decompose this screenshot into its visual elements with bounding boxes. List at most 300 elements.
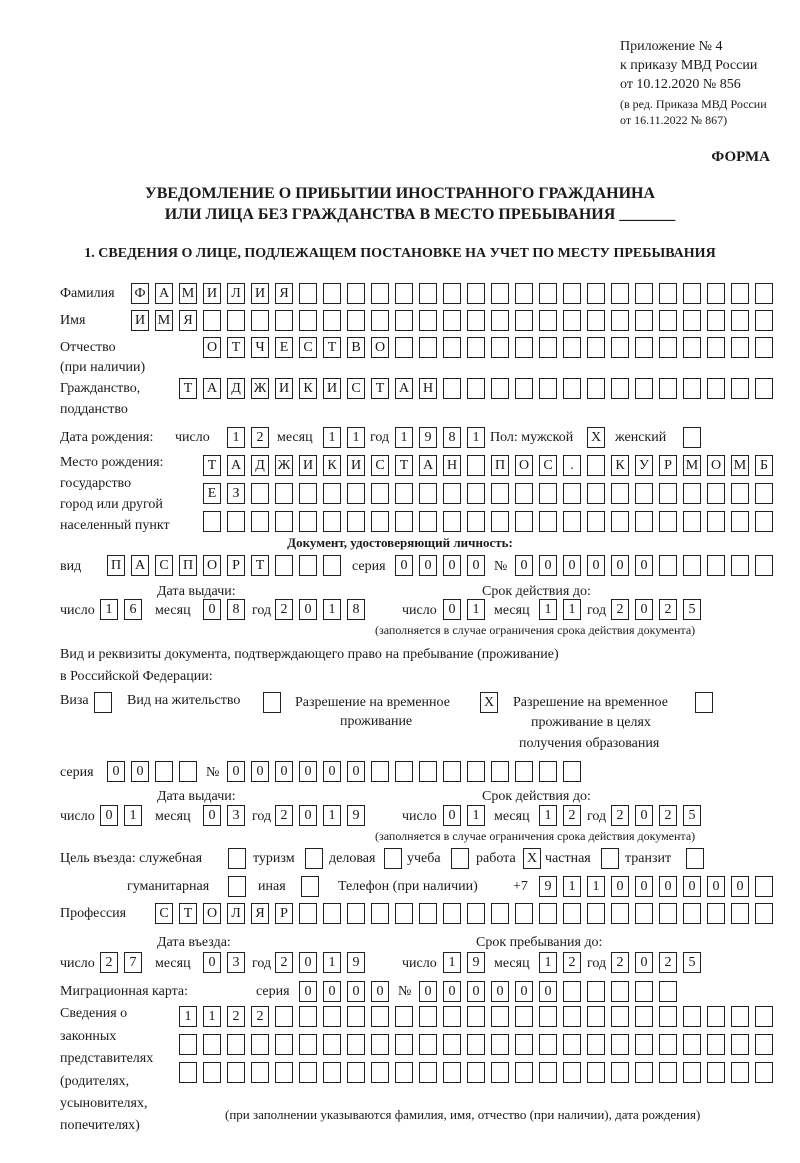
patronymic-cell[interactable]: В [347, 337, 365, 358]
id-series-cell[interactable]: 0 [419, 555, 437, 576]
mc-series-cell[interactable]: 0 [347, 981, 365, 1002]
reps-1-cell[interactable]: 2 [251, 1006, 269, 1027]
reps-3-cell[interactable] [683, 1062, 701, 1083]
birthplace-3-cell[interactable] [611, 511, 629, 532]
birthplace-2-cell[interactable] [587, 483, 605, 504]
profession-cell[interactable] [491, 903, 509, 924]
reps-1-cell[interactable] [371, 1006, 389, 1027]
citizenship-cell[interactable] [707, 378, 725, 399]
p-study-checkbox[interactable] [451, 848, 469, 869]
patronymic-cell[interactable]: Е [275, 337, 293, 358]
birth-month-cell[interactable]: 1 [347, 427, 365, 448]
patronymic-cell[interactable] [635, 337, 653, 358]
reps-1-cell[interactable] [515, 1006, 533, 1027]
mc-number-cell[interactable]: 0 [467, 981, 485, 1002]
p-service-checkbox[interactable] [228, 848, 246, 869]
p-transit-checkbox[interactable] [686, 848, 704, 869]
id-kind-cell[interactable]: А [131, 555, 149, 576]
name-cell[interactable] [227, 310, 245, 331]
right-number-cell[interactable]: 0 [227, 761, 245, 782]
surname-cell[interactable] [659, 283, 677, 304]
birthplace-1-cell[interactable] [587, 455, 605, 476]
stay-year-cell[interactable]: 2 [659, 952, 677, 973]
citizenship-cell[interactable]: Т [179, 378, 197, 399]
reps-3-cell[interactable] [707, 1062, 725, 1083]
id-number-cell[interactable]: 0 [587, 555, 605, 576]
name-cell[interactable] [371, 310, 389, 331]
profession-cell[interactable] [371, 903, 389, 924]
profession-cell[interactable] [299, 903, 317, 924]
stay-year-cell[interactable]: 5 [683, 952, 701, 973]
right-number-cell[interactable] [515, 761, 533, 782]
birthplace-1-cell[interactable]: О [515, 455, 533, 476]
birthplace-1-cell[interactable]: П [491, 455, 509, 476]
birth-day-cell[interactable]: 2 [251, 427, 269, 448]
id-series-cell[interactable]: 0 [395, 555, 413, 576]
reps-3-cell[interactable] [755, 1062, 773, 1083]
mc-series-cell[interactable]: 0 [299, 981, 317, 1002]
right-number-cell[interactable]: 0 [299, 761, 317, 782]
surname-cell[interactable] [683, 283, 701, 304]
birth-month-cell[interactable]: 1 [323, 427, 341, 448]
patronymic-cell[interactable] [707, 337, 725, 358]
reps-3-cell[interactable] [347, 1062, 365, 1083]
reps-2-cell[interactable] [443, 1034, 461, 1055]
right-issue-year-cell[interactable]: 0 [299, 805, 317, 826]
reps-2-cell[interactable] [563, 1034, 581, 1055]
patronymic-cell[interactable]: О [203, 337, 221, 358]
birth-year-cell[interactable]: 9 [419, 427, 437, 448]
citizenship-cell[interactable]: Т [371, 378, 389, 399]
birthplace-3-cell[interactable] [203, 511, 221, 532]
reps-3-cell[interactable] [251, 1062, 269, 1083]
birthplace-1-cell[interactable]: И [347, 455, 365, 476]
id-valid-year-cell[interactable]: 2 [659, 599, 677, 620]
surname-cell[interactable] [323, 283, 341, 304]
right-series-cell[interactable]: 0 [107, 761, 125, 782]
reps-2-cell[interactable] [251, 1034, 269, 1055]
p-private-checkbox[interactable] [601, 848, 619, 869]
reps-3-cell[interactable] [563, 1062, 581, 1083]
birthplace-2-cell[interactable] [299, 483, 317, 504]
id-valid-day-cell[interactable]: 1 [467, 599, 485, 620]
reps-3-cell[interactable] [179, 1062, 197, 1083]
surname-cell[interactable]: Ф [131, 283, 149, 304]
id-kind-cell[interactable] [299, 555, 317, 576]
patronymic-cell[interactable] [443, 337, 461, 358]
birthplace-1-cell[interactable]: И [299, 455, 317, 476]
birth-day-cell[interactable]: 1 [227, 427, 245, 448]
birthplace-1-cell[interactable]: М [683, 455, 701, 476]
reps-2-cell[interactable] [371, 1034, 389, 1055]
name-cell[interactable] [203, 310, 221, 331]
phone-cell[interactable]: 1 [563, 876, 581, 897]
birthplace-1-cell[interactable]: А [227, 455, 245, 476]
right-series-cell[interactable] [155, 761, 173, 782]
reps-2-cell[interactable] [755, 1034, 773, 1055]
patronymic-cell[interactable] [659, 337, 677, 358]
profession-cell[interactable]: Р [275, 903, 293, 924]
patronymic-cell[interactable] [587, 337, 605, 358]
reps-1-cell[interactable]: 1 [203, 1006, 221, 1027]
reps-2-cell[interactable] [611, 1034, 629, 1055]
surname-cell[interactable] [611, 283, 629, 304]
reps-1-cell[interactable]: 1 [179, 1006, 197, 1027]
birthplace-2-cell[interactable]: З [227, 483, 245, 504]
birthplace-1-cell[interactable]: К [323, 455, 341, 476]
right-valid-day-cell[interactable]: 0 [443, 805, 461, 826]
id-kind-cell[interactable]: П [179, 555, 197, 576]
id-kind-cell[interactable]: П [107, 555, 125, 576]
profession-cell[interactable] [419, 903, 437, 924]
patronymic-cell[interactable]: Ч [251, 337, 269, 358]
reps-1-cell[interactable] [563, 1006, 581, 1027]
right-number-cell[interactable] [539, 761, 557, 782]
reps-1-cell[interactable] [275, 1006, 293, 1027]
reps-1-cell[interactable] [635, 1006, 653, 1027]
reps-2-cell[interactable] [683, 1034, 701, 1055]
entry-day-cell[interactable]: 7 [124, 952, 142, 973]
reps-1-cell[interactable] [443, 1006, 461, 1027]
reps-2-cell[interactable] [419, 1034, 437, 1055]
birthplace-2-cell[interactable]: Е [203, 483, 221, 504]
reps-3-cell[interactable] [395, 1062, 413, 1083]
phone-cell[interactable]: 0 [611, 876, 629, 897]
right-issue-month-cell[interactable]: 0 [203, 805, 221, 826]
mc-number-cell[interactable] [635, 981, 653, 1002]
visa-checkbox[interactable] [94, 692, 112, 713]
reps-1-cell[interactable] [347, 1006, 365, 1027]
citizenship-cell[interactable]: И [323, 378, 341, 399]
birthplace-1-cell[interactable]: А [419, 455, 437, 476]
surname-cell[interactable] [515, 283, 533, 304]
p-humanitarian-checkbox[interactable] [228, 876, 246, 897]
right-number-cell[interactable] [491, 761, 509, 782]
birthplace-3-cell[interactable] [755, 511, 773, 532]
id-series-cell[interactable]: 0 [467, 555, 485, 576]
mc-number-cell[interactable]: 0 [515, 981, 533, 1002]
patronymic-cell[interactable] [539, 337, 557, 358]
reps-2-cell[interactable] [635, 1034, 653, 1055]
birthplace-3-cell[interactable] [419, 511, 437, 532]
birthplace-2-cell[interactable] [707, 483, 725, 504]
birthplace-2-cell[interactable] [659, 483, 677, 504]
birthplace-2-cell[interactable] [371, 483, 389, 504]
patronymic-cell[interactable] [467, 337, 485, 358]
reps-3-cell[interactable] [275, 1062, 293, 1083]
citizenship-cell[interactable] [515, 378, 533, 399]
right-valid-month-cell[interactable]: 2 [563, 805, 581, 826]
sex-female-checkbox[interactable] [683, 427, 701, 448]
stay-day-cell[interactable]: 1 [443, 952, 461, 973]
birthplace-3-cell[interactable] [371, 511, 389, 532]
profession-cell[interactable]: Я [251, 903, 269, 924]
p-business-checkbox[interactable] [384, 848, 402, 869]
right-valid-year-cell[interactable]: 2 [611, 805, 629, 826]
id-kind-cell[interactable]: Р [227, 555, 245, 576]
reps-1-cell[interactable] [755, 1006, 773, 1027]
profession-cell[interactable] [323, 903, 341, 924]
patronymic-cell[interactable]: О [371, 337, 389, 358]
profession-cell[interactable] [707, 903, 725, 924]
temp-residence-checkbox[interactable]: X [480, 692, 498, 713]
name-cell[interactable] [563, 310, 581, 331]
right-issue-day-cell[interactable]: 0 [100, 805, 118, 826]
reps-3-cell[interactable] [659, 1062, 677, 1083]
reps-3-cell[interactable] [443, 1062, 461, 1083]
birth-year-cell[interactable]: 1 [467, 427, 485, 448]
profession-cell[interactable]: Т [179, 903, 197, 924]
reps-1-cell[interactable] [539, 1006, 557, 1027]
right-number-cell[interactable]: 0 [275, 761, 293, 782]
birthplace-2-cell[interactable] [755, 483, 773, 504]
name-cell[interactable]: Я [179, 310, 197, 331]
surname-cell[interactable] [347, 283, 365, 304]
phone-cell[interactable]: 1 [587, 876, 605, 897]
reps-1-cell[interactable] [731, 1006, 749, 1027]
birthplace-3-cell[interactable] [659, 511, 677, 532]
surname-cell[interactable] [443, 283, 461, 304]
citizenship-cell[interactable]: А [395, 378, 413, 399]
phone-cell[interactable]: 0 [707, 876, 725, 897]
citizenship-cell[interactable] [611, 378, 629, 399]
reps-3-cell[interactable] [491, 1062, 509, 1083]
citizenship-cell[interactable] [491, 378, 509, 399]
id-kind-cell[interactable] [275, 555, 293, 576]
citizenship-cell[interactable] [755, 378, 773, 399]
citizenship-cell[interactable]: Н [419, 378, 437, 399]
reps-3-cell[interactable] [419, 1062, 437, 1083]
reps-3-cell[interactable] [467, 1062, 485, 1083]
citizenship-cell[interactable]: Ж [251, 378, 269, 399]
birthplace-2-cell[interactable] [419, 483, 437, 504]
reps-3-cell[interactable] [323, 1062, 341, 1083]
birthplace-3-cell[interactable] [731, 511, 749, 532]
surname-cell[interactable] [563, 283, 581, 304]
reps-2-cell[interactable] [467, 1034, 485, 1055]
citizenship-cell[interactable] [587, 378, 605, 399]
birthplace-1-cell[interactable]: Т [395, 455, 413, 476]
profession-cell[interactable] [563, 903, 581, 924]
mc-number-cell[interactable] [587, 981, 605, 1002]
reps-2-cell[interactable] [395, 1034, 413, 1055]
name-cell[interactable] [299, 310, 317, 331]
id-issue-year-cell[interactable]: 2 [275, 599, 293, 620]
reps-1-cell[interactable] [323, 1006, 341, 1027]
patronymic-cell[interactable] [419, 337, 437, 358]
right-issue-month-cell[interactable]: 3 [227, 805, 245, 826]
birthplace-2-cell[interactable] [635, 483, 653, 504]
phone-cell[interactable]: 0 [659, 876, 677, 897]
patronymic-cell[interactable] [755, 337, 773, 358]
name-cell[interactable] [323, 310, 341, 331]
birthplace-1-cell[interactable]: Т [203, 455, 221, 476]
birthplace-1-cell[interactable] [467, 455, 485, 476]
reps-2-cell[interactable] [299, 1034, 317, 1055]
birthplace-3-cell[interactable] [443, 511, 461, 532]
right-valid-month-cell[interactable]: 1 [539, 805, 557, 826]
reps-2-cell[interactable] [227, 1034, 245, 1055]
citizenship-cell[interactable]: Д [227, 378, 245, 399]
id-issue-year-cell[interactable]: 8 [347, 599, 365, 620]
patronymic-cell[interactable] [563, 337, 581, 358]
reps-3-cell[interactable] [611, 1062, 629, 1083]
profession-cell[interactable] [755, 903, 773, 924]
id-valid-month-cell[interactable]: 1 [563, 599, 581, 620]
reps-1-cell[interactable] [683, 1006, 701, 1027]
entry-year-cell[interactable]: 1 [323, 952, 341, 973]
citizenship-cell[interactable] [683, 378, 701, 399]
birthplace-3-cell[interactable] [299, 511, 317, 532]
stay-month-cell[interactable]: 1 [539, 952, 557, 973]
mc-number-cell[interactable] [563, 981, 581, 1002]
citizenship-cell[interactable] [539, 378, 557, 399]
birthplace-2-cell[interactable] [539, 483, 557, 504]
name-cell[interactable] [419, 310, 437, 331]
birthplace-1-cell[interactable]: Ж [275, 455, 293, 476]
citizenship-cell[interactable] [659, 378, 677, 399]
reps-3-cell[interactable] [227, 1062, 245, 1083]
citizenship-cell[interactable] [563, 378, 581, 399]
profession-cell[interactable] [611, 903, 629, 924]
citizenship-cell[interactable]: А [203, 378, 221, 399]
right-issue-year-cell[interactable]: 9 [347, 805, 365, 826]
stay-year-cell[interactable]: 2 [611, 952, 629, 973]
birthplace-3-cell[interactable] [227, 511, 245, 532]
name-cell[interactable] [731, 310, 749, 331]
name-cell[interactable] [587, 310, 605, 331]
birthplace-2-cell[interactable] [563, 483, 581, 504]
entry-day-cell[interactable]: 2 [100, 952, 118, 973]
birthplace-3-cell[interactable] [515, 511, 533, 532]
reps-1-cell[interactable] [611, 1006, 629, 1027]
name-cell[interactable]: И [131, 310, 149, 331]
id-valid-day-cell[interactable]: 0 [443, 599, 461, 620]
reps-3-cell[interactable] [731, 1062, 749, 1083]
right-number-cell[interactable] [419, 761, 437, 782]
profession-cell[interactable] [515, 903, 533, 924]
reps-3-cell[interactable] [299, 1062, 317, 1083]
birthplace-2-cell[interactable] [515, 483, 533, 504]
birthplace-1-cell[interactable]: Н [443, 455, 461, 476]
reps-2-cell[interactable] [587, 1034, 605, 1055]
surname-cell[interactable] [539, 283, 557, 304]
birth-year-cell[interactable]: 1 [395, 427, 413, 448]
birthplace-2-cell[interactable] [683, 483, 701, 504]
citizenship-cell[interactable] [467, 378, 485, 399]
id-number-cell[interactable] [707, 555, 725, 576]
id-number-cell[interactable] [659, 555, 677, 576]
reps-2-cell[interactable] [179, 1034, 197, 1055]
surname-cell[interactable] [755, 283, 773, 304]
birthplace-1-cell[interactable]: К [611, 455, 629, 476]
id-kind-cell[interactable]: С [155, 555, 173, 576]
id-issue-year-cell[interactable]: 1 [323, 599, 341, 620]
patronymic-cell[interactable] [491, 337, 509, 358]
mc-series-cell[interactable]: 0 [371, 981, 389, 1002]
birthplace-2-cell[interactable] [731, 483, 749, 504]
reps-1-cell[interactable]: 2 [227, 1006, 245, 1027]
reps-1-cell[interactable] [419, 1006, 437, 1027]
birthplace-3-cell[interactable] [395, 511, 413, 532]
name-cell[interactable] [515, 310, 533, 331]
citizenship-cell[interactable]: И [275, 378, 293, 399]
right-number-cell[interactable]: 0 [347, 761, 365, 782]
birthplace-1-cell[interactable]: . [563, 455, 581, 476]
id-number-cell[interactable]: 0 [611, 555, 629, 576]
surname-cell[interactable] [587, 283, 605, 304]
phone-cell[interactable]: 0 [683, 876, 701, 897]
name-cell[interactable]: М [155, 310, 173, 331]
profession-cell[interactable] [659, 903, 677, 924]
name-cell[interactable] [347, 310, 365, 331]
stay-month-cell[interactable]: 2 [563, 952, 581, 973]
surname-cell[interactable] [371, 283, 389, 304]
id-valid-year-cell[interactable]: 5 [683, 599, 701, 620]
birthplace-3-cell[interactable] [707, 511, 725, 532]
id-number-cell[interactable]: 0 [515, 555, 533, 576]
right-number-cell[interactable]: 0 [323, 761, 341, 782]
birthplace-3-cell[interactable] [491, 511, 509, 532]
reps-1-cell[interactable] [587, 1006, 605, 1027]
reps-2-cell[interactable] [515, 1034, 533, 1055]
mc-number-cell[interactable]: 0 [419, 981, 437, 1002]
reps-3-cell[interactable] [371, 1062, 389, 1083]
right-valid-day-cell[interactable]: 1 [467, 805, 485, 826]
name-cell[interactable] [707, 310, 725, 331]
name-cell[interactable] [467, 310, 485, 331]
name-cell[interactable] [251, 310, 269, 331]
sex-male-checkbox[interactable]: X [587, 427, 605, 448]
profession-cell[interactable] [347, 903, 365, 924]
reps-1-cell[interactable] [395, 1006, 413, 1027]
id-issue-month-cell[interactable]: 8 [227, 599, 245, 620]
phone-cell[interactable]: 0 [635, 876, 653, 897]
mc-number-cell[interactable]: 0 [491, 981, 509, 1002]
profession-cell[interactable] [635, 903, 653, 924]
surname-cell[interactable] [731, 283, 749, 304]
right-number-cell[interactable]: 0 [251, 761, 269, 782]
surname-cell[interactable]: Я [275, 283, 293, 304]
right-valid-year-cell[interactable]: 0 [635, 805, 653, 826]
p-other-checkbox[interactable] [301, 876, 319, 897]
id-number-cell[interactable]: 0 [563, 555, 581, 576]
mc-number-cell[interactable] [659, 981, 677, 1002]
citizenship-cell[interactable] [731, 378, 749, 399]
surname-cell[interactable]: И [251, 283, 269, 304]
reps-3-cell[interactable] [539, 1062, 557, 1083]
right-series-cell[interactable]: 0 [131, 761, 149, 782]
phone-cell[interactable] [755, 876, 773, 897]
birthplace-1-cell[interactable]: О [707, 455, 725, 476]
patronymic-cell[interactable]: С [299, 337, 317, 358]
birthplace-3-cell[interactable] [683, 511, 701, 532]
birthplace-2-cell[interactable] [395, 483, 413, 504]
id-valid-year-cell[interactable]: 2 [611, 599, 629, 620]
birthplace-1-cell[interactable]: У [635, 455, 653, 476]
mc-number-cell[interactable]: 0 [443, 981, 461, 1002]
birthplace-1-cell[interactable]: М [731, 455, 749, 476]
name-cell[interactable] [443, 310, 461, 331]
birthplace-1-cell[interactable]: Д [251, 455, 269, 476]
mc-number-cell[interactable]: 0 [539, 981, 557, 1002]
right-number-cell[interactable] [371, 761, 389, 782]
patronymic-cell[interactable] [731, 337, 749, 358]
birthplace-2-cell[interactable] [347, 483, 365, 504]
profession-cell[interactable]: О [203, 903, 221, 924]
entry-month-cell[interactable]: 0 [203, 952, 221, 973]
profession-cell[interactable]: Л [227, 903, 245, 924]
